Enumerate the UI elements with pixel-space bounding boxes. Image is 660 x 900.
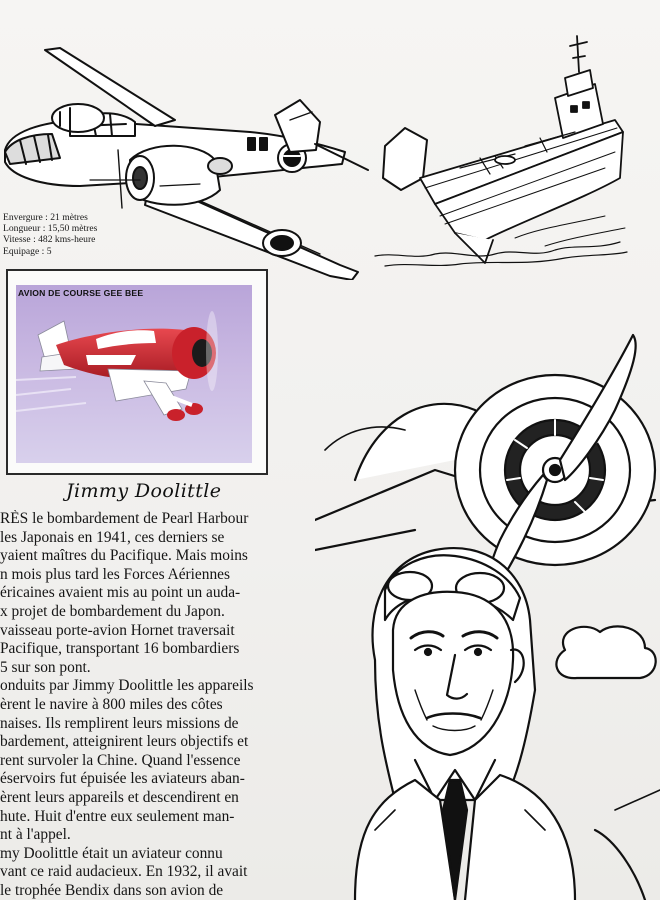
article-line: my Doolittle était un aviateur connu [0, 844, 223, 862]
spec-speed: Vitesse : 482 kms-heure [3, 234, 96, 246]
collector-card [6, 269, 268, 475]
card-title: AVION DE COURSE GEE BEE [18, 288, 144, 298]
article-title: Jimmy Doolittle [66, 480, 222, 502]
gee-bee-racer-illustration [16, 285, 252, 463]
article-line: bardement, atteignirent leurs objectifs et [0, 733, 249, 751]
article-line: les Japonais en 1941, ces derniers se [0, 528, 225, 546]
article-body [0, 510, 306, 900]
article-line: 5 sur son pont. [0, 658, 91, 676]
article-line: nt à l'appel. [0, 826, 71, 844]
card-picture [16, 285, 252, 463]
spec-crew: Equipage : 5 [3, 245, 52, 257]
article-line: le trophée Bendix dans son avion de [0, 881, 224, 899]
article-line: vant ce raid audacieux. En 1932, il avait [0, 863, 248, 881]
article-line: onduits par Jimmy Doolittle les appareils [0, 677, 254, 695]
spec-length: Longueur : 15,50 mètres [3, 223, 98, 235]
aircraft-carrier-illustration [365, 28, 630, 273]
article-line: vaisseau porte-avion Hornet traversait [0, 621, 235, 639]
aircraft-specs [3, 212, 213, 257]
article-line: n mois plus tard les Forces Aériennes [0, 565, 230, 583]
article-line: naises. Ils remplirent leurs missions de [0, 714, 239, 732]
article-line: RÈS le bombardement de Pearl Harbour [0, 510, 249, 527]
article-line: èrent le navire à 800 miles des côtes [0, 695, 223, 713]
article-line: rent survoler la Chine. Quand l'essence [0, 751, 241, 769]
article-line: x projet de bombardement du Japon. [0, 602, 225, 620]
article-line: hute. Huit d'entre eux seulement man- [0, 807, 235, 825]
spec-wingspan: Envergure : 21 mètres [3, 212, 88, 223]
article-line: èrent leurs appareils et descendirent en [0, 788, 239, 806]
article-line: éricaines avaient mis au point un auda- [0, 584, 241, 602]
article-line: Pacifique, transportant 16 bombardiers [0, 640, 240, 658]
doolittle-portrait-illustration [315, 330, 660, 900]
article-line: yaient maîtres du Pacifique. Mais moins [0, 547, 248, 565]
article-line: éservoirs fut épuisée les aviateurs aban- [0, 770, 245, 788]
